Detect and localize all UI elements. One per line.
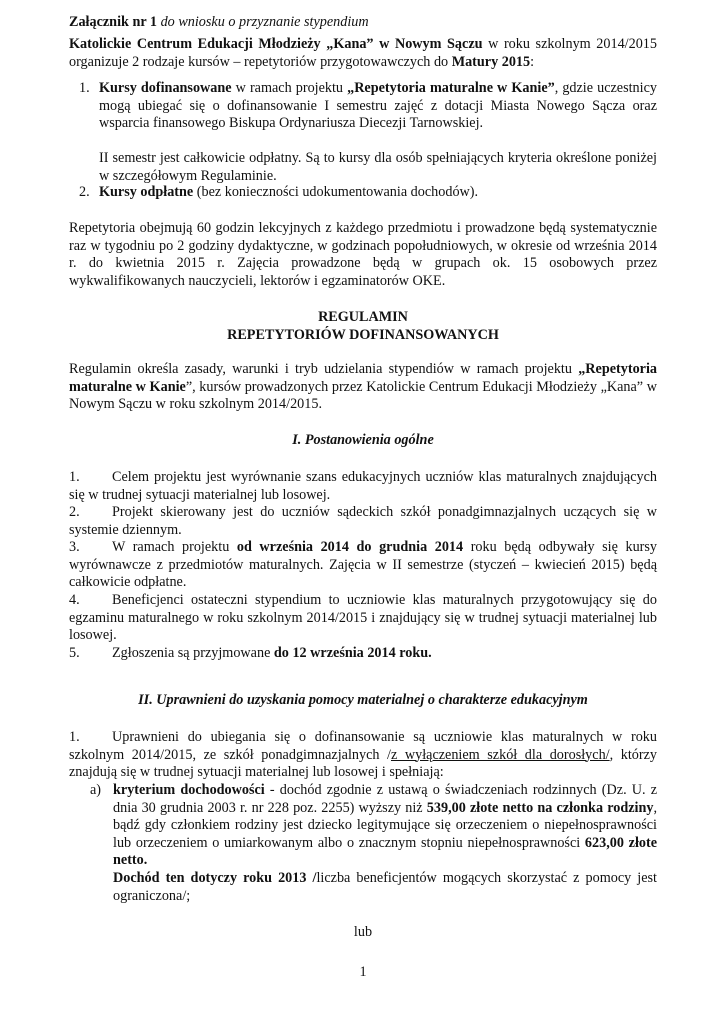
intro-text: w roku szkolnym 2014/2015 organizuje 2 rodzaje kursów – repetytoriów przygotowawczych do: [69, 36, 657, 70]
regulamin-intro-rest: ”, kursów prowadzonych przez Katolickie Centrum Edukacji Młodzieży „Kana” w Nowym Sączu w roku szkolnym 2014/2015.: [69, 378, 657, 413]
list-item-number: 5.: [69, 645, 80, 661]
list-item: Beneficjenci ostateczni stypendium to uczniowie klas maturalnych przygotowujący się do egzaminu maturalnego w roku szkolnym 2014/2015 i znajdujący się w trudnej sytuacji materialnej lub losowej.: [69, 592, 657, 644]
course-item-1: [79, 80, 657, 133]
list-item: Projekt skierowany jest do uczniów sądeckich szkół ponadgimnazjalnych uczących się w systemie dziennym.: [69, 504, 657, 538]
deadline: do 12 września 2014 roku.: [273, 645, 432, 661]
section-1-title: I. Postanowienia ogólne: [292, 432, 434, 448]
income-threshold: 539,00 złote netto na członka rodziny: [426, 799, 654, 816]
course-item-1-note: [99, 150, 657, 185]
list-item-number: 2.: [69, 504, 80, 520]
list-item-number: 1.: [69, 469, 80, 485]
eligibility-text: Uprawnieni do ubiegania się o dofinansowanie są uczniowie klas maturalnych w roku szkolnym 2014/2015, ze szkół ponadgimnazjalnych /: [69, 729, 657, 763]
course-number: 1.: [79, 80, 90, 96]
list-item: Celem projektu jest wyrównanie szans edukacyjnych uczniów klas maturalnych znajdujących się w trudnej sytuacji materialnej lub losowej.: [69, 469, 657, 503]
list-item-text: roku będą odbywały się kursy wyrównawcze z przedmiotów maturalnych. Zajęcia w II semestrze (styczeń – kwiecień 2015) będą całkowicie odpłatne.: [69, 539, 658, 591]
course-text: (bez konieczności udokumentowania dochodów).: [196, 184, 479, 200]
page-number: 1: [359, 964, 367, 980]
date-range: od września 2014 do grudnia 2014: [236, 539, 464, 555]
criterion-text-2: , bądź gdy członkiem rodziny jest dziecko legitymujące się orzeczeniem o niepełnosprawności lub orzeczeniem o umiarkowanym albo o znacznym stopniu niepełnosprawności: [113, 799, 657, 851]
attachment-label: Załącznik nr 1: [69, 14, 158, 30]
eligibility-text-2: , którzy znajdują się w trudnej sytuacji materialnej lub losowej i spełniają:: [69, 746, 657, 781]
attachment-header: [69, 14, 669, 32]
course-number: 2.: [79, 184, 90, 200]
course-text: w ramach projektu: [235, 80, 344, 96]
list-item-number: 3.: [69, 539, 80, 555]
income-year-note: Dochód ten dotyczy roku 2013 /: [113, 869, 317, 886]
income-threshold-disabled: 623,00 złote netto.: [113, 834, 657, 869]
section-2-title: II. Uprawnieni do uzyskania pomocy materialnej o charakterze edukacyjnym: [138, 692, 588, 708]
regulamin-title: REGULAMIN: [318, 309, 408, 325]
income-criterion: [113, 782, 657, 905]
criterion-text: - dochód zgodnie z ustawą o świadczeniach rodzinnych (Dz. U. z dnia 30 grudnia 2003 r. nr 228 poz. 2255) wyższy niż: [113, 782, 657, 816]
exclusion-note: z wyłączeniem szkół dla dorosłych/: [390, 746, 610, 763]
list-item: [69, 539, 657, 592]
criterion-title: kryterium dochodowości: [113, 782, 265, 798]
project-name: „Repetytoria maturalne w Kanie: [69, 361, 657, 395]
course-text-2: , gdzie uczestnicy mogą ubiegać się o dofinansowanie I semestru zajęć z dotacji Miasta Nowego Sącza oraz wsparcia finansowego Biskupa Ordynariusza Diecezji Tarnowskiej.: [99, 80, 657, 132]
project-name: „Repetytoria maturalne w Kanie”: [347, 80, 555, 96]
attachment-subtitle: do wniosku o przyznanie stypendium: [160, 14, 369, 30]
regulamin-intro-text: Regulamin określa zasady, warunki i tryb udzielania stypendiów w ramach projektu: [69, 361, 572, 377]
course-title: Kursy dofinansowane: [99, 80, 232, 96]
list-item-number: 4.: [69, 592, 80, 608]
intro-colon: :: [530, 53, 535, 70]
list-item-text: Zgłoszenia są przyjmowane: [112, 645, 271, 661]
course-title: Kursy odpłatne: [99, 184, 194, 200]
paragraph-number: 1.: [69, 729, 80, 745]
eligibility-paragraph: [69, 729, 657, 782]
regulamin-subtitle: REPETYTORIÓW DOFINANSOWANYCH: [227, 327, 499, 343]
matura-label: Matury 2015: [451, 53, 531, 70]
or-separator: lub: [353, 924, 373, 940]
intro-paragraph: [69, 36, 657, 71]
course-note: II semestr jest całkowicie odpłatny. Są to kursy dla osób spełniających kryteria określone poniżej w szczegółowym Regulaminie.: [99, 150, 657, 184]
list-item-text: W ramach projektu: [112, 539, 230, 555]
regulamin-intro: [69, 361, 657, 414]
list-item: [69, 645, 657, 663]
criterion-label: a): [90, 782, 102, 798]
repetytoria-paragraph: Repetytoria obejmują 60 godzin lekcyjnych z każdego przedmiotu i prowadzone będą systematycznie raz w tygodniu po 2 godziny dydaktyczne, w godzinach popołudniowych, w okresie od września 2014 r. do kwietnia 2015 r. Zajęcia prowadzone będą w grupach ok. 15 osobowych przez wykwalifikowanych nauczycieli, lektorów i egzaminatorów OKE.: [69, 220, 657, 289]
organizer-name: Katolickie Centrum Edukacji Młodzieży „Kana” w Nowym Sączu: [69, 36, 483, 52]
course-item-2: [79, 184, 657, 202]
beneficiary-limit-note: liczba beneficjentów mogących skorzystać z pomocy jest ograniczona/;: [113, 869, 657, 904]
